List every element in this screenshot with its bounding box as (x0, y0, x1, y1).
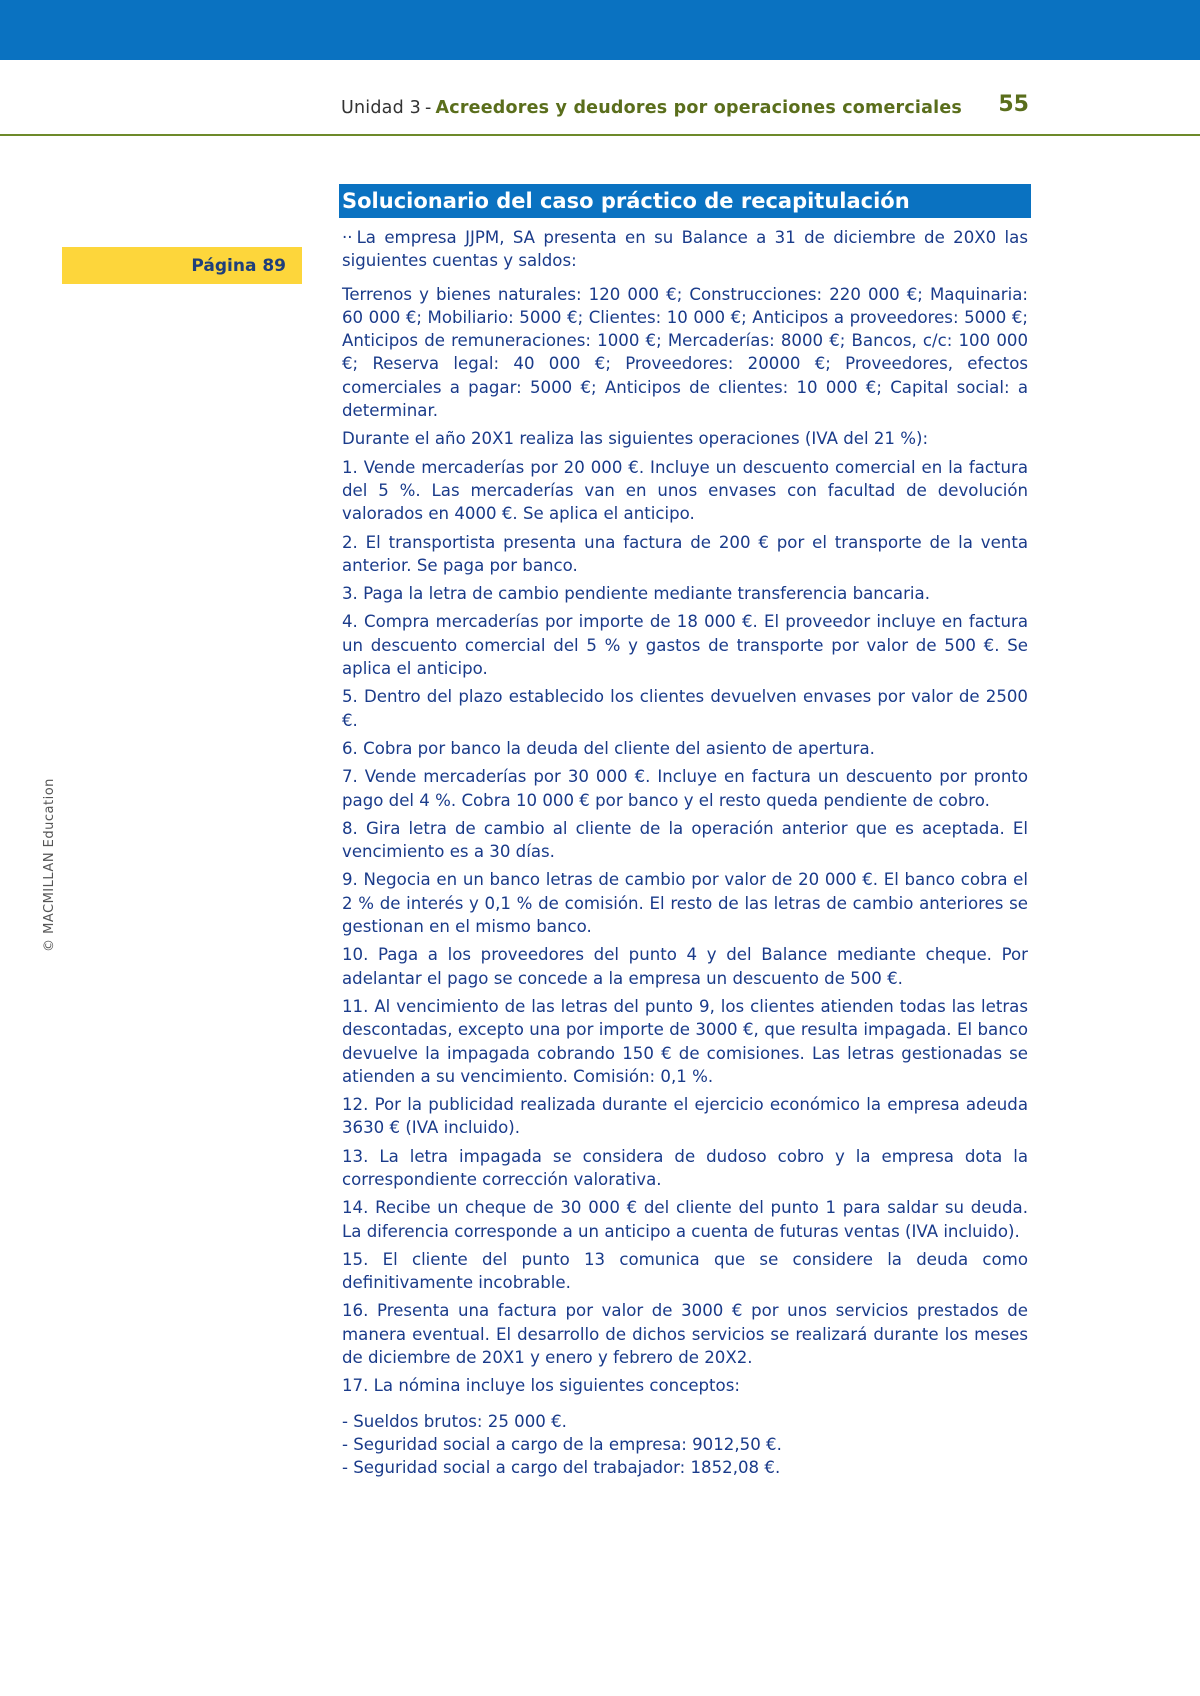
operation-item: 17. La nómina incluye los siguientes conceptos: (342, 1376, 740, 1396)
header-divider (0, 134, 1200, 136)
operations-intro: Durante el año 20X1 realiza las siguientes operaciones (IVA del 21 %): (342, 429, 929, 449)
intro-marker: ·· (342, 228, 353, 247)
operation-item: 5. Dentro del plazo establecido los clientes devuelven envases por valor de 2500 €. (342, 687, 1028, 730)
intro-paragraph (342, 226, 1028, 273)
operation-item: 10. Paga a los proveedores del punto 4 y del Balance mediante cheque. Por adelantar el pago se concede a la empresa un descuento de 500 €. (342, 945, 1028, 988)
operation-item: 7. Vende mercaderías por 30 000 €. Incluye en factura un descuento por pronto pago del 4 %. Cobra 10 000 € por banco y el resto queda pendiente de cobro. (342, 767, 1028, 810)
operation-item: 13. La letra impagada se considera de dudoso cobro y la empresa dota la correspondiente corrección valorativa. (342, 1146, 1028, 1189)
header-separator: - (425, 98, 432, 118)
operation-item: 6. Cobra por banco la deuda del cliente del asiento de apertura. (342, 738, 875, 758)
page-number: 55 (998, 92, 1029, 117)
exercise-body (342, 226, 1028, 1480)
payroll-item: - Seguridad social a cargo de la empresa: 9012,50 €. (342, 1434, 782, 1454)
section-title: Solucionario del caso práctico de recapitulación (339, 184, 1031, 218)
header-unit-label: Unidad 3 (341, 98, 421, 118)
operation-item: 15. El cliente del punto 13 comunica que se considere la deuda como definitivamente incobrable. (342, 1249, 1028, 1293)
balance-paragraph: Terrenos y bienes naturales: 120 000 €; Construcciones: 220 000 €; Maquinaria: 60 000 €; Mobiliario: 5000 €; Clientes: 10 000 €; Anticipos a proveedores: 5000 €; Anticipos de remuneraciones: 1000 €; Mercaderías: 8000 €; Bancos, c/c: 100 000 €; Reserva legal: 40 000 €; Proveedores: 20000 €; Proveedores, efectos comerciales a pagar: 5000 €; Anticipos de clientes: 10 000 €; Capital social: a determinar. (342, 284, 1028, 421)
page-reference-label: Página 89 (191, 255, 286, 276)
intro-text: La empresa JJPM, SA presenta en su Balance a 31 de diciembre de 20X0 las siguientes cuentas y saldos: (342, 228, 1028, 271)
operation-item: 8. Gira letra de cambio al cliente de la operación anterior que es aceptada. El vencimiento es a 30 días. (342, 818, 1028, 862)
header-unit (341, 98, 962, 118)
operation-item: 4. Compra mercaderías por importe de 18 000 €. El proveedor incluye en factura un descuento comercial del 5 % y gastos de transporte por valor de 500 €. Se aplica el anticipo. (342, 612, 1028, 679)
operation-item: 12. Por la publicidad realizada durante el ejercicio económico la empresa adeuda 3630 € (IVA incluido). (342, 1095, 1028, 1138)
header-topic: Acreedores y deudores por operaciones comerciales (435, 98, 963, 118)
operation-item: 3. Paga la letra de cambio pendiente mediante transferencia bancaria. (342, 584, 930, 604)
operation-item: 11. Al vencimiento de las letras del punto 9, los clientes atienden todas las letras descontadas, excepto una por importe de 3000 €, que resulta impagada. El banco devuelve la impagada cobrando 150 € de comisiones. Las letras gestionadas se atienden a su vencimiento. Comisión: 0,1 %. (342, 996, 1028, 1086)
operation-item: 1. Vende mercaderías por 20 000 €. Incluye un descuento comercial en la factura del 5 %. Las mercaderías van en unos envases con facultad de devolución valorados en 4000 €. Se aplica el anticipo. (342, 457, 1028, 524)
payroll-item: - Sueldos brutos: 25 000 €. (342, 1411, 567, 1431)
operation-item: 9. Negocia en un banco letras de cambio por valor de 20 000 €. El banco cobra el 2 % de interés y 0,1 % de comisión. El resto de las letras de cambio anteriores se gestionan en el mismo banco. (342, 870, 1028, 937)
operation-item: 2. El transportista presenta una factura de 200 € por el transporte de la venta anterior. Se paga por banco. (342, 532, 1028, 575)
copyright-notice: © MACMILLAN Education (42, 778, 57, 952)
operation-item: 14. Recibe un cheque de 30 000 € del cliente del punto 1 para saldar su deuda. La diferencia corresponde a un anticipo a cuenta de futuras ventas (IVA incluido). (342, 1198, 1028, 1241)
operation-item: 16. Presenta una factura por valor de 3000 € por unos servicios prestados de manera eventual. El desarrollo de dichos servicios se realizará durante los meses de diciembre de 20X1 y enero y febrero de 20X2. (342, 1301, 1028, 1368)
top-color-band (0, 0, 1200, 60)
page-reference-tab (62, 247, 302, 284)
payroll-item: - Seguridad social a cargo del trabajador: 1852,08 €. (342, 1458, 781, 1478)
running-header (341, 92, 1029, 122)
